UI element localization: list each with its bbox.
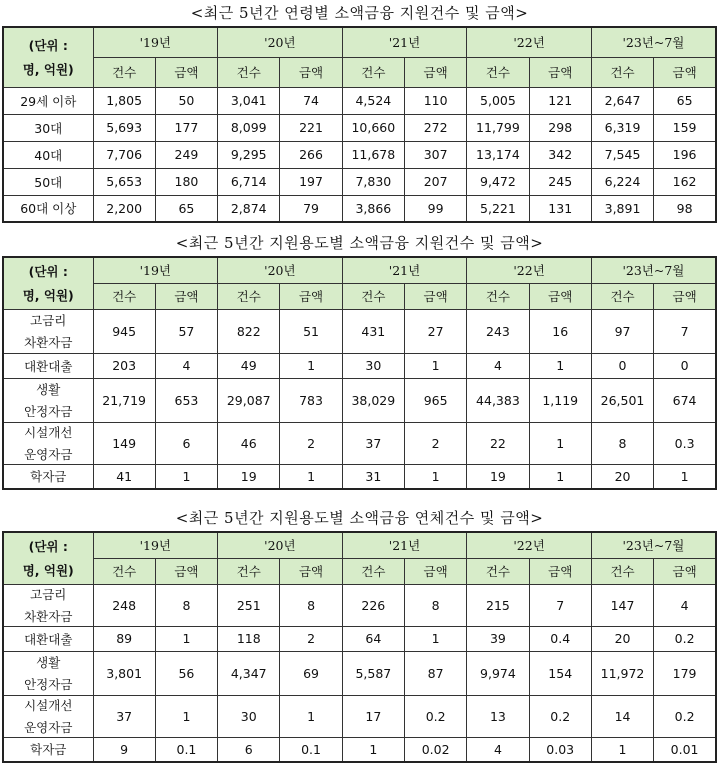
row-label-line1: 학자금 [30, 469, 67, 485]
amount-cell: 272 [404, 114, 466, 141]
count-cell: 89 [93, 626, 155, 651]
count-cell: 19 [218, 464, 280, 489]
count-header: 건수 [93, 57, 155, 87]
count-cell: 21,719 [93, 378, 155, 422]
unit-label [3, 257, 93, 309]
amount-cell: 1,119 [529, 378, 591, 422]
count-cell: 29,087 [218, 378, 280, 422]
amount-cell: 110 [404, 87, 466, 114]
header-row-years [3, 257, 716, 283]
header-row-years [3, 532, 716, 558]
count-cell: 39 [467, 626, 529, 651]
count-cell: 37 [342, 422, 404, 464]
amount-header: 금액 [280, 57, 342, 87]
count-header: 건수 [342, 283, 404, 309]
amount-cell: 0.2 [404, 695, 466, 737]
amount-cell: 0.2 [654, 695, 716, 737]
count-cell: 226 [342, 584, 404, 626]
count-cell: 6,714 [218, 168, 280, 195]
table-row [3, 168, 716, 195]
amount-header: 금액 [155, 558, 217, 584]
amount-cell: 1 [280, 353, 342, 378]
amount-cell: 65 [654, 87, 716, 114]
amount-cell: 65 [155, 195, 217, 222]
table-row [3, 695, 716, 737]
row-label-line1: 고금리 [30, 587, 67, 602]
table-row [3, 584, 716, 626]
header-row-years [3, 27, 716, 57]
year-header: '20년 [218, 532, 343, 558]
table-row [3, 195, 716, 222]
row-label-line1: 29세 이하 [20, 93, 77, 109]
amount-cell: 245 [529, 168, 591, 195]
row-label-line1: 생활 [36, 382, 61, 397]
amount-cell: 87 [404, 651, 466, 695]
row-label [3, 695, 93, 737]
count-cell: 5,587 [342, 651, 404, 695]
count-header: 건수 [218, 57, 280, 87]
amount-header: 금액 [280, 558, 342, 584]
row-label-line2: 안정자금 [24, 677, 73, 692]
amount-cell: 4 [654, 584, 716, 626]
row-label [3, 464, 93, 489]
count-cell: 38,029 [342, 378, 404, 422]
amount-cell: 8 [280, 584, 342, 626]
amount-header: 금액 [654, 283, 716, 309]
count-header: 건수 [218, 283, 280, 309]
year-header: '22년 [467, 27, 592, 57]
count-cell: 26,501 [591, 378, 653, 422]
header-row-metrics [3, 57, 716, 87]
count-cell: 7,830 [342, 168, 404, 195]
amount-cell: 298 [529, 114, 591, 141]
unit-label-line2: 명, 억원) [22, 62, 74, 78]
amount-header: 금액 [280, 283, 342, 309]
count-cell: 243 [467, 309, 529, 353]
count-cell: 17 [342, 695, 404, 737]
year-header: '21년 [342, 257, 467, 283]
count-header: 건수 [591, 558, 653, 584]
count-header: 건수 [342, 558, 404, 584]
count-cell: 97 [591, 309, 653, 353]
unit-label-line1: (단위 : [28, 38, 68, 54]
table-row [3, 626, 716, 651]
amount-cell: 0.2 [654, 626, 716, 651]
row-label-line2: 차환자금 [24, 335, 73, 350]
count-cell: 9,295 [218, 141, 280, 168]
amount-cell: 98 [654, 195, 716, 222]
table-block-purpose-delinquency [2, 505, 717, 763]
row-label [3, 168, 93, 195]
count-cell: 13,174 [467, 141, 529, 168]
amount-cell: 180 [155, 168, 217, 195]
amount-cell: 16 [529, 309, 591, 353]
count-cell: 6,319 [591, 114, 653, 141]
count-cell: 3,041 [218, 87, 280, 114]
count-header: 건수 [93, 558, 155, 584]
row-label [3, 737, 93, 762]
row-label [3, 309, 93, 353]
count-cell: 11,678 [342, 141, 404, 168]
count-header: 건수 [467, 57, 529, 87]
count-cell: 9,974 [467, 651, 529, 695]
amount-header: 금액 [404, 57, 466, 87]
amount-header: 금액 [155, 57, 217, 87]
count-cell: 64 [342, 626, 404, 651]
data-table [2, 26, 717, 223]
count-cell: 945 [93, 309, 155, 353]
count-cell: 1 [342, 737, 404, 762]
count-cell: 2,874 [218, 195, 280, 222]
amount-cell: 0.1 [280, 737, 342, 762]
amount-cell: 196 [654, 141, 716, 168]
amount-cell: 0.1 [155, 737, 217, 762]
amount-cell: 79 [280, 195, 342, 222]
count-cell: 20 [591, 464, 653, 489]
amount-cell: 159 [654, 114, 716, 141]
year-header: '19년 [93, 532, 218, 558]
count-cell: 41 [93, 464, 155, 489]
amount-cell: 179 [654, 651, 716, 695]
amount-cell: 99 [404, 195, 466, 222]
count-cell: 147 [591, 584, 653, 626]
count-header: 건수 [218, 558, 280, 584]
row-label-line1: 생활 [36, 655, 61, 670]
count-cell: 6 [218, 737, 280, 762]
amount-cell: 207 [404, 168, 466, 195]
table-title: <최근 5년간 지원용도별 소액금융 지원건수 및 금액> [175, 234, 544, 252]
count-cell: 8,099 [218, 114, 280, 141]
amount-cell: 1 [155, 626, 217, 651]
amount-cell: 965 [404, 378, 466, 422]
table-row [3, 422, 716, 464]
year-header: '21년 [342, 532, 467, 558]
count-cell: 5,693 [93, 114, 155, 141]
data-table [2, 531, 717, 763]
unit-label [3, 27, 93, 87]
count-cell: 7,545 [591, 141, 653, 168]
count-cell: 2,200 [93, 195, 155, 222]
amount-cell: 121 [529, 87, 591, 114]
row-label [3, 141, 93, 168]
count-header: 건수 [467, 558, 529, 584]
unit-label-line2: 명, 억원) [22, 563, 74, 579]
row-label-line1: 50대 [34, 174, 63, 190]
count-header: 건수 [591, 57, 653, 87]
amount-cell: 342 [529, 141, 591, 168]
count-header: 건수 [93, 283, 155, 309]
year-header: '23년~7월 [591, 532, 716, 558]
amount-cell: 1 [529, 422, 591, 464]
row-label-line2: 차환자금 [24, 609, 73, 624]
table-row [3, 464, 716, 489]
table-row [3, 309, 716, 353]
year-header: '20년 [218, 257, 343, 283]
amount-cell: 221 [280, 114, 342, 141]
amount-cell: 4 [155, 353, 217, 378]
amount-cell: 307 [404, 141, 466, 168]
row-label-line1: 60대 이상 [20, 201, 77, 217]
count-cell: 11,799 [467, 114, 529, 141]
amount-cell: 27 [404, 309, 466, 353]
amount-cell: 0.4 [529, 626, 591, 651]
count-cell: 14 [591, 695, 653, 737]
amount-header: 금액 [404, 283, 466, 309]
table-row [3, 378, 716, 422]
row-label-line1: 고금리 [30, 313, 67, 328]
year-header: '23년~7월 [591, 27, 716, 57]
amount-cell: 1 [529, 353, 591, 378]
count-cell: 215 [467, 584, 529, 626]
amount-cell: 69 [280, 651, 342, 695]
count-cell: 30 [342, 353, 404, 378]
amount-cell: 653 [155, 378, 217, 422]
amount-cell: 0.03 [529, 737, 591, 762]
year-header: '20년 [218, 27, 343, 57]
count-cell: 13 [467, 695, 529, 737]
count-cell: 11,972 [591, 651, 653, 695]
row-label-line1: 학자금 [30, 742, 67, 758]
count-cell: 4,347 [218, 651, 280, 695]
count-header: 건수 [342, 57, 404, 87]
amount-cell: 0.2 [529, 695, 591, 737]
amount-header: 금액 [654, 558, 716, 584]
count-cell: 3,801 [93, 651, 155, 695]
count-cell: 44,383 [467, 378, 529, 422]
amount-cell: 0.3 [654, 422, 716, 464]
year-header: '22년 [467, 532, 592, 558]
row-label [3, 651, 93, 695]
count-cell: 5,653 [93, 168, 155, 195]
year-header: '23년~7월 [591, 257, 716, 283]
row-label [3, 626, 93, 651]
amount-cell: 162 [654, 168, 716, 195]
count-cell: 248 [93, 584, 155, 626]
amount-cell: 7 [654, 309, 716, 353]
count-cell: 37 [93, 695, 155, 737]
count-cell: 4 [467, 353, 529, 378]
count-cell: 22 [467, 422, 529, 464]
amount-cell: 51 [280, 309, 342, 353]
amount-cell: 154 [529, 651, 591, 695]
row-label-line1: 대환대출 [24, 631, 73, 647]
unit-label-line2: 명, 억원) [22, 288, 74, 304]
count-cell: 5,005 [467, 87, 529, 114]
count-cell: 10,660 [342, 114, 404, 141]
amount-header: 금액 [404, 558, 466, 584]
amount-header: 금액 [529, 558, 591, 584]
table-row [3, 651, 716, 695]
table-title: <최근 5년간 지원용도별 소액금융 연체건수 및 금액> [175, 509, 544, 527]
amount-cell: 2 [404, 422, 466, 464]
count-header: 건수 [591, 283, 653, 309]
amount-header: 금액 [529, 283, 591, 309]
unit-label-line1: (단위 : [28, 264, 68, 280]
amount-cell: 674 [654, 378, 716, 422]
amount-cell: 57 [155, 309, 217, 353]
count-cell: 20 [591, 626, 653, 651]
row-label [3, 195, 93, 222]
amount-header: 금액 [529, 57, 591, 87]
row-label [3, 87, 93, 114]
table-row [3, 353, 716, 378]
count-cell: 149 [93, 422, 155, 464]
row-label [3, 114, 93, 141]
row-label-line1: 시설개선 [24, 425, 73, 440]
row-label-line1: 30대 [34, 120, 63, 136]
amount-header: 금액 [654, 57, 716, 87]
table-block-purpose-support [2, 230, 717, 490]
count-cell: 2,647 [591, 87, 653, 114]
row-label [3, 353, 93, 378]
amount-header: 금액 [155, 283, 217, 309]
amount-cell: 1 [404, 353, 466, 378]
amount-cell: 2 [280, 626, 342, 651]
row-label-line2: 안정자금 [24, 404, 73, 419]
amount-cell: 0.01 [654, 737, 716, 762]
count-cell: 203 [93, 353, 155, 378]
amount-cell: 1 [155, 464, 217, 489]
year-header: '22년 [467, 257, 592, 283]
count-cell: 0 [591, 353, 653, 378]
count-cell: 8 [591, 422, 653, 464]
count-cell: 6,224 [591, 168, 653, 195]
count-cell: 30 [218, 695, 280, 737]
count-cell: 822 [218, 309, 280, 353]
amount-cell: 197 [280, 168, 342, 195]
row-label-line2: 운영자금 [24, 447, 73, 462]
amount-cell: 6 [155, 422, 217, 464]
table-block-age [2, 0, 717, 223]
data-table [2, 256, 717, 490]
amount-cell: 1 [280, 695, 342, 737]
amount-cell: 0.02 [404, 737, 466, 762]
amount-cell: 0 [654, 353, 716, 378]
header-row-metrics [3, 558, 716, 584]
count-cell: 9 [93, 737, 155, 762]
table-title: <최근 5년간 연령별 소액금융 지원건수 및 금액> [190, 4, 529, 22]
count-cell: 7,706 [93, 141, 155, 168]
count-cell: 431 [342, 309, 404, 353]
amount-cell: 249 [155, 141, 217, 168]
year-header: '19년 [93, 27, 218, 57]
amount-cell: 1 [654, 464, 716, 489]
count-cell: 46 [218, 422, 280, 464]
table-row [3, 87, 716, 114]
amount-cell: 1 [404, 464, 466, 489]
count-cell: 1 [591, 737, 653, 762]
amount-cell: 1 [155, 695, 217, 737]
year-header: '19년 [93, 257, 218, 283]
count-cell: 5,221 [467, 195, 529, 222]
row-label-line2: 운영자금 [24, 720, 73, 735]
unit-label-line1: (단위 : [28, 539, 68, 555]
count-cell: 3,866 [342, 195, 404, 222]
header-row-metrics [3, 283, 716, 309]
row-label-line1: 대환대출 [24, 358, 73, 374]
amount-cell: 7 [529, 584, 591, 626]
count-cell: 1,805 [93, 87, 155, 114]
amount-cell: 1 [404, 626, 466, 651]
row-label-line1: 시설개선 [24, 698, 73, 713]
count-cell: 3,891 [591, 195, 653, 222]
row-label [3, 378, 93, 422]
amount-cell: 1 [529, 464, 591, 489]
count-cell: 118 [218, 626, 280, 651]
count-cell: 251 [218, 584, 280, 626]
unit-label [3, 532, 93, 584]
row-label [3, 584, 93, 626]
amount-cell: 50 [155, 87, 217, 114]
count-cell: 4,524 [342, 87, 404, 114]
amount-cell: 8 [155, 584, 217, 626]
table-row [3, 737, 716, 762]
count-cell: 4 [467, 737, 529, 762]
amount-cell: 783 [280, 378, 342, 422]
amount-cell: 177 [155, 114, 217, 141]
count-cell: 31 [342, 464, 404, 489]
year-header: '21년 [342, 27, 467, 57]
amount-cell: 266 [280, 141, 342, 168]
amount-cell: 131 [529, 195, 591, 222]
row-label-line1: 40대 [34, 147, 63, 163]
amount-cell: 56 [155, 651, 217, 695]
count-cell: 19 [467, 464, 529, 489]
count-header: 건수 [467, 283, 529, 309]
amount-cell: 8 [404, 584, 466, 626]
table-row [3, 141, 716, 168]
count-cell: 9,472 [467, 168, 529, 195]
table-row [3, 114, 716, 141]
amount-cell: 2 [280, 422, 342, 464]
count-cell: 49 [218, 353, 280, 378]
amount-cell: 1 [280, 464, 342, 489]
row-label [3, 422, 93, 464]
amount-cell: 74 [280, 87, 342, 114]
